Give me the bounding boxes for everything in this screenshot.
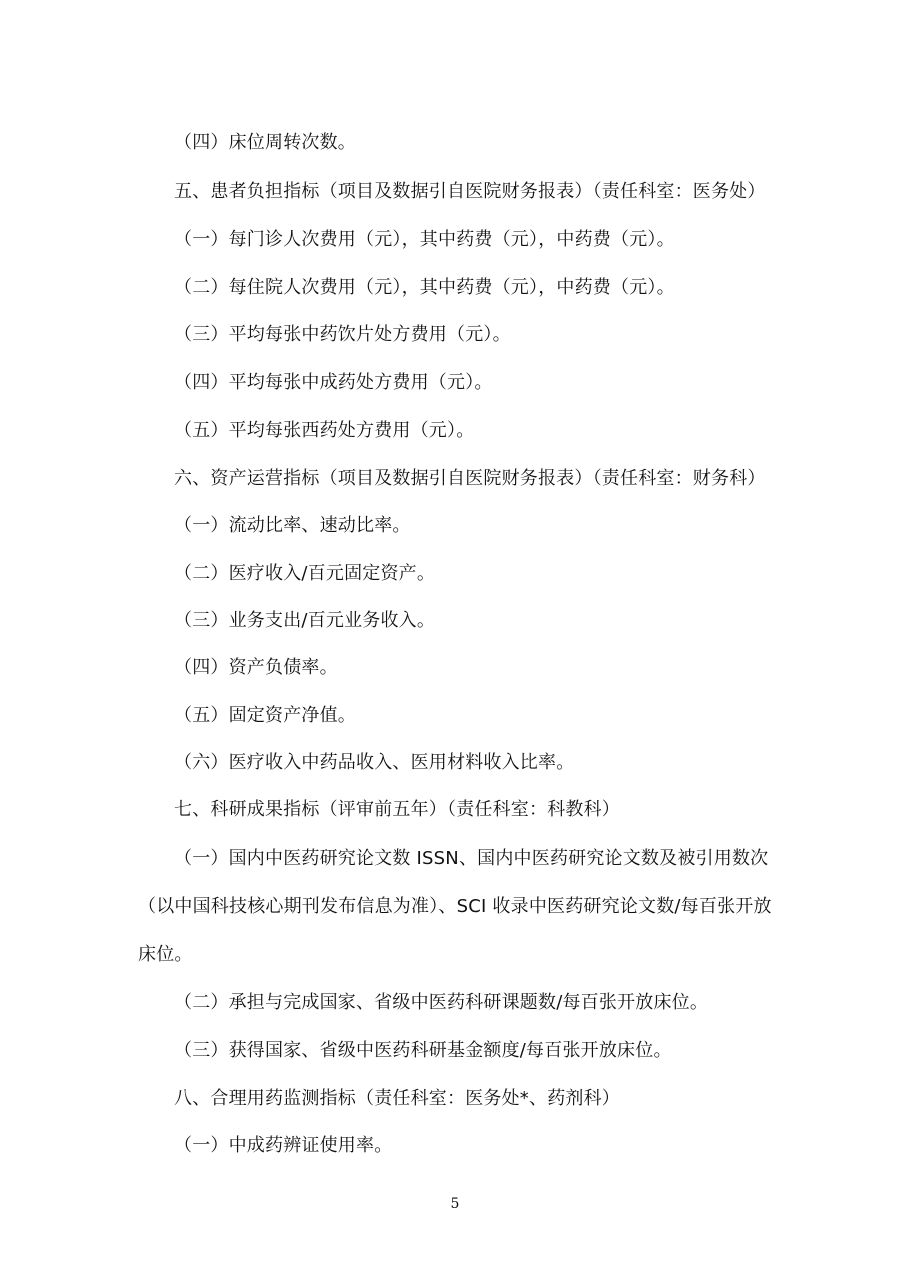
page-number: 5 [450, 1196, 460, 1212]
item-herbal-prescription-cost: （三）平均每张中药饮片处方费用（元）。 [174, 324, 511, 345]
item-debt-ratio: （四）资产负债率。 [174, 657, 338, 678]
item-expenditure-income: （三）业务支出/百元业务收入。 [174, 610, 436, 631]
item-income-ratio: （六）医疗收入中药品收入、医用材料收入比率。 [174, 752, 575, 773]
item-bed-turnover: （四）床位周转次数。 [174, 132, 356, 153]
item-research-papers-line2: （以中国科技核心期刊发布信息为准）、SCI 收录中医药研究论文数/每百张开放 [138, 896, 772, 917]
heading-research-outcomes: 七、科研成果指标（评审前五年）（责任科室：科教科） [174, 799, 620, 820]
item-research-projects: （二）承担与完成国家、省级中医药科研课题数/每百张开放床位。 [174, 992, 709, 1013]
item-research-papers-line1: （一）国内中医药研究论文数 ISSN、国内中医药研究论文数及被引用数次 [174, 848, 769, 869]
heading-rational-drug-use: 八、合理用药监测指标（责任科室：医务处*、药剂科） [174, 1088, 620, 1109]
item-patent-medicine-cost: （四）平均每张中成药处方费用（元）。 [174, 372, 493, 393]
item-research-papers-line3: 床位。 [138, 944, 193, 965]
item-liquidity-ratio: （一）流动比率、速动比率。 [174, 515, 411, 536]
item-fixed-asset-value: （五）固定资产净值。 [174, 705, 356, 726]
item-research-funding: （三）获得国家、省级中医药科研基金额度/每百张开放床位。 [174, 1040, 672, 1061]
heading-asset-operation: 六、资产运营指标（项目及数据引自医院财务报表）（责任科室：财务科） [174, 468, 766, 489]
item-western-medicine-cost: （五）平均每张西药处方费用（元）。 [174, 420, 475, 441]
item-syndrome-differentiation-rate: （一）中成药辨证使用率。 [174, 1135, 393, 1156]
item-medical-income-assets: （二）医疗收入/百元固定资产。 [174, 563, 436, 584]
item-outpatient-cost: （一）每门诊人次费用（元），其中药费（元），中药费（元）。 [174, 229, 675, 250]
item-inpatient-cost: （二）每住院人次费用（元），其中药费（元），中药费（元）。 [174, 277, 675, 298]
heading-patient-burden: 五、患者负担指标（项目及数据引自医院财务报表）（责任科室：医务处） [174, 181, 766, 202]
